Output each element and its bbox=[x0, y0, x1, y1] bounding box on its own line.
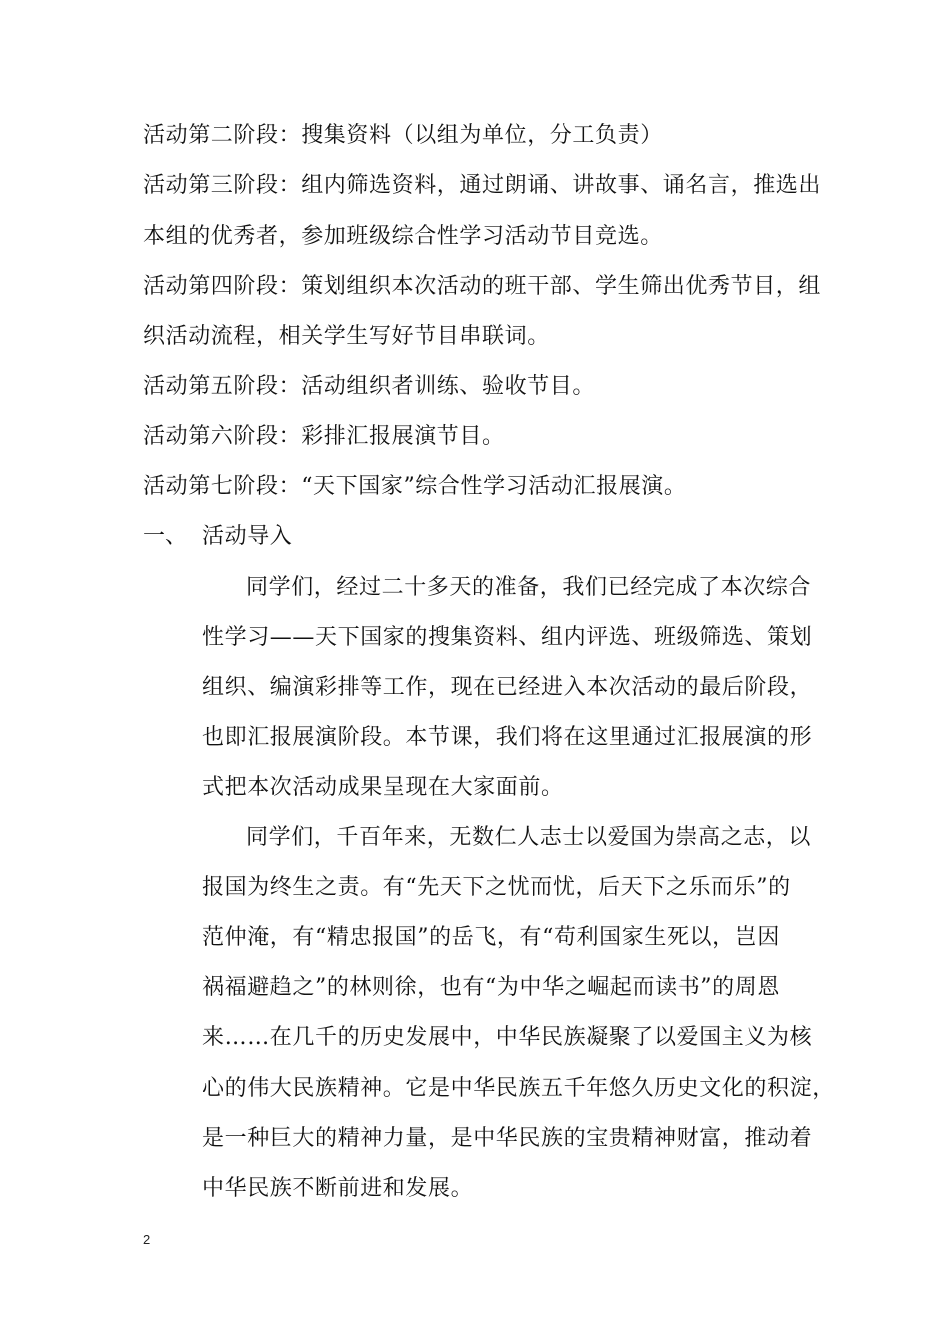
stage-3-line-cont: 本组的优秀者，参加班级综合性学习活动节目竞选。 bbox=[143, 224, 663, 249]
paragraph-2-line-5: 来……在几千的历史发展中，中华民族凝聚了以爱国主义为核 bbox=[202, 1025, 813, 1050]
stage-4-line-cont: 织活动流程，相关学生写好节目串联词。 bbox=[143, 324, 550, 349]
paragraph-2-line-8: 中华民族不断前进和发展。 bbox=[202, 1176, 474, 1201]
paragraph-1-line-1: 同学们，经过二十多天的准备，我们已经完成了本次综合 bbox=[246, 575, 812, 600]
stage-2-line: 活动第二阶段：搜集资料（以组为单位，分工负责） bbox=[143, 123, 663, 148]
paragraph-1-line-2: 性学习——天下国家的搜集资料、组内评选、班级筛选、策划 bbox=[202, 625, 813, 650]
stage-5-line: 活动第五阶段：活动组织者训练、验收节目。 bbox=[143, 374, 596, 399]
paragraph-1-line-3: 组织、编演彩排等工作，现在已经进入本次活动的最后阶段， bbox=[202, 675, 813, 700]
paragraph-2-line-4: 祸福避趋之”的林则徐，也有“为中华之崛起而读书”的周恩 bbox=[202, 975, 780, 1000]
paragraph-1-line-4: 也即汇报展演阶段。本节课，我们将在这里通过汇报展演的形 bbox=[202, 725, 813, 750]
stage-7-line: 活动第七阶段：“天下国家”综合性学习活动汇报展演。 bbox=[143, 474, 687, 499]
stage-6-line: 活动第六阶段：彩排汇报展演节目。 bbox=[143, 424, 505, 449]
paragraph-2-line-7: 是一种巨大的精神力量，是中华民族的宝贵精神财富，推动着 bbox=[202, 1126, 813, 1151]
page-number: 2 bbox=[143, 1232, 151, 1247]
stage-4-line: 活动第四阶段：策划组织本次活动的班干部、学生筛出优秀节目，组 bbox=[143, 274, 822, 299]
section-number: 一、 bbox=[143, 524, 188, 549]
stage-3-line: 活动第三阶段：组内筛选资料，通过朗诵、讲故事、诵名言，推选出 bbox=[143, 173, 822, 198]
paragraph-2-line-6: 心的伟大民族精神。它是中华民族五千年悠久历史文化的积淀， bbox=[202, 1076, 835, 1101]
paragraph-2-line-3: 范仲淹，有“精忠报国”的岳飞，有“苟利国家生死以，岂因 bbox=[202, 925, 780, 950]
paragraph-2-line-1: 同学们，千百年来，无数仁人志士以爱国为崇高之志，以 bbox=[246, 825, 812, 850]
paragraph-2-line-2: 报国为终生之责。有“先天下之忧而忧，后天下之乐而乐”的 bbox=[202, 875, 791, 900]
section-title: 活动导入 bbox=[202, 524, 293, 549]
paragraph-1-line-5: 式把本次活动成果呈现在大家面前。 bbox=[202, 775, 564, 800]
